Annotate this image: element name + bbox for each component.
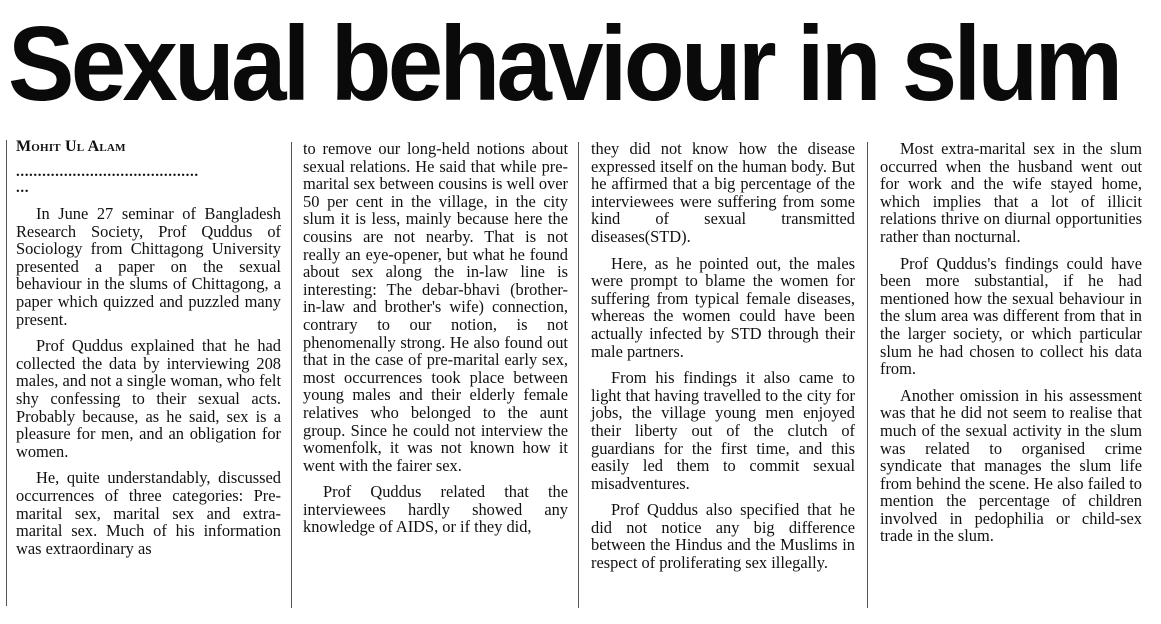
byline-separator-end: ... — [16, 181, 30, 196]
article-column-2 — [303, 140, 568, 545]
paragraph: He, quite understandably, discussed occurrences of three categories: Pre-marital sex, marital sex and extra-marital sex. Much of his information was extraordinary as — [16, 468, 281, 558]
paragraph: to remove our long-held notions about sexual relations. He said that while pre-marital sex between cousins is well over 50 per cent in the village, in the city slum it is less, mainly because here the cousins are not nearby. That is not really an eye-opener, but what he found about sex along the in-law line is interesting: The debar-bhavi (brother-in-law and brother's wife) connection, contrary to our notion, is not phenomenally strong. He also found out that in the case of pre-marital early sex, most occurrences took place between young males and their elderly female relatives who belonged to the aunt group. Since he could not interview the womenfolk, it was not known how it went with the fairer sex. — [303, 139, 568, 475]
paragraph: Prof Quddus's findings could have been more substantial, if he had mentioned how the sexual behaviour in the slum area was different from that in the larger society, or which particular slum he had chosen to collect his data from. — [880, 253, 1142, 379]
column-rule — [6, 140, 7, 606]
paragraph: From his findings it also came to light that having travelled to the city for jobs, the village young men enjoyed their liberty out of the clutch of guardians for the first time, and this easily led them to commit sexual misadventures. — [591, 368, 855, 493]
byline: Mohit Ul Alam — [16, 138, 126, 155]
paragraph: Most extra-marital sex in the slum occurred when the husband went out for work and the wife stayed home, which implies that a lot of illicit relations thrive on diurnal opportunities rather than nocturnal. — [880, 139, 1142, 246]
article-column-3 — [591, 140, 855, 581]
headline: Sexual behaviour in slum — [8, 5, 1120, 123]
paragraph: Another omission in his assessment was that he did not seem to realise that much of the sexual activity in the slum was related to organised crime syndicate that manages the slum life from behind the scene. He also failed to mention the percentage of children involved in pedophilia or child-sex trade in the slum. — [880, 385, 1142, 546]
column-rule — [291, 142, 292, 608]
paragraph: Prof Quddus explained that he had collected the data by interviewing 208 males, and not a single woman, who felt shy confessing to their sexual acts. Probably because, as he said, sex is a pleasure for men, and an obligation for women. — [16, 336, 281, 461]
paragraph: In June 27 seminar of Bangladesh Research Society, Prof Quddus of Sociology from Chittagong University presented a paper on the sexual behaviour in the slums of Chittagong, a paper which quizzed and puzzled many present. — [16, 204, 281, 329]
column-rule — [578, 142, 579, 608]
paragraph: Prof Quddus also specified that he did not notice any big difference between the Hindus and the Muslims in respect of proliferating sex illegally. — [591, 500, 855, 573]
paragraph: Prof Quddus related that the interviewees hardly showed any knowledge of AIDS, or if they did, — [303, 482, 568, 537]
byline-separator: .......................................... — [16, 165, 199, 180]
paragraph: Here, as he pointed out, the males were prompt to blame the women for suffering from typical female diseases, whereas the women could have been actually infected by STD through their male partners. — [591, 253, 855, 361]
paragraph: they did not know how the disease expressed itself on the human body. But he affirmed that a big percentage of the interviewees were suffering from some kind of sexual transmitted diseases(STD). — [591, 139, 855, 246]
column-rule — [867, 142, 868, 608]
article-column-4 — [880, 140, 1142, 554]
article-column-1 — [16, 138, 281, 566]
